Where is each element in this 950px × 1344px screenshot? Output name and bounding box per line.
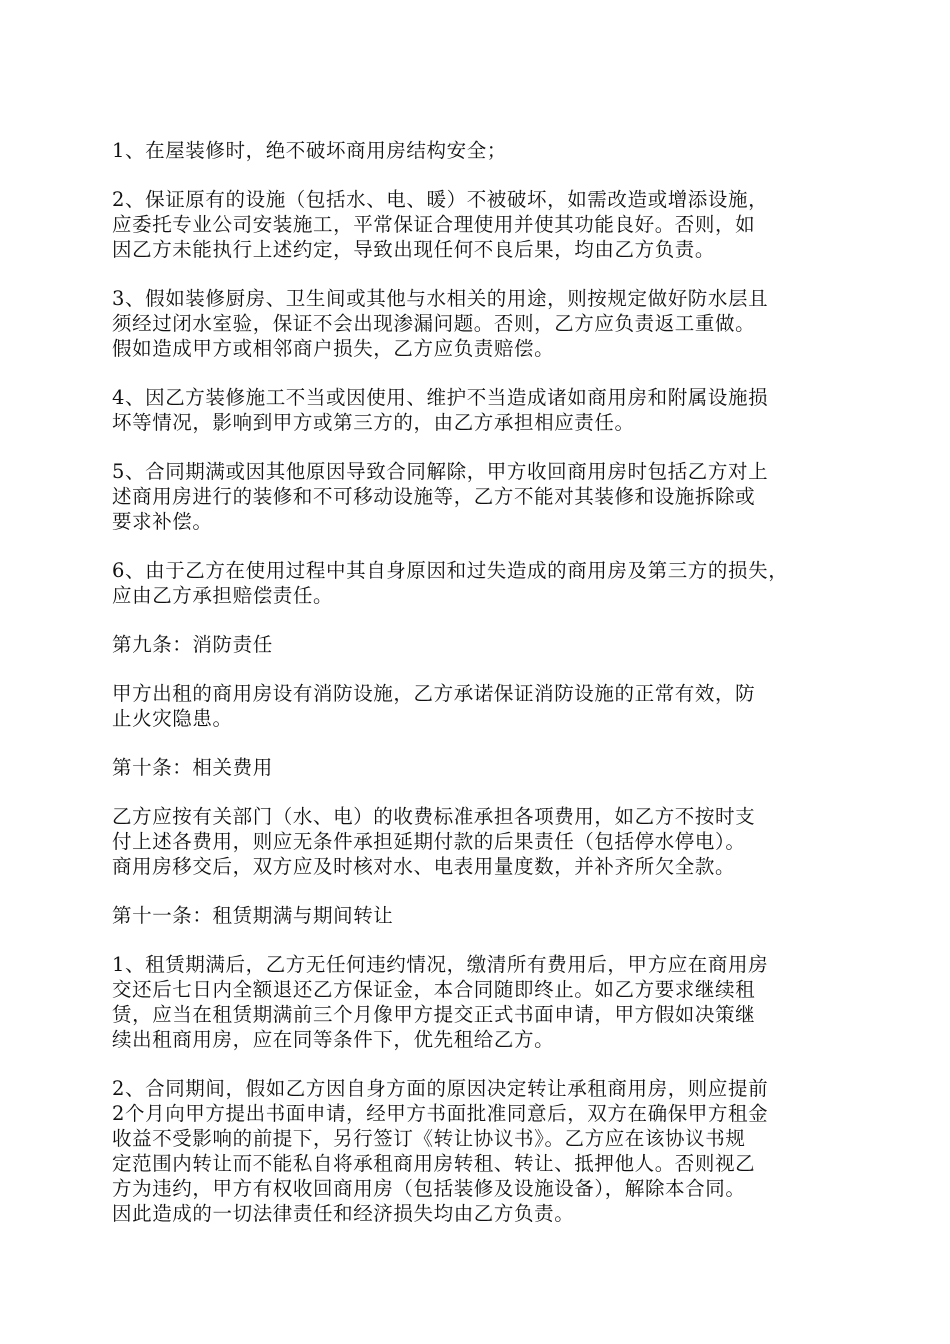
clause-item-1: 1、在屋装修时，绝不破坏商用房结构安全； xyxy=(112,139,507,162)
clause-item-3: 3、假如装修厨房、卫生间或其他与水相关的用途，则按规定做好防水层且 须经过闭水室验，保证不会出现渗漏问题。否则，乙方应负责返工重做。 假如造成甲方或相邻商户损失，乙方应负责赔偿。 xyxy=(112,287,769,360)
clause-item-2: 2、保证原有的设施（包括水、电、暖）不被破坏，如需改造或增添设施， 应委托专业公司安装施工，平常保证合理使用并使其功能良好。否则，如 因乙方未能执行上述约定，导致出现任何不良后果，均由乙方负责。 xyxy=(112,188,769,261)
clause-item-4: 4、因乙方装修施工不当或因使用、维护不当造成诸如商用房和附属设施损 坏等情况，影响到甲方或第三方的，由乙方承担相应责任。 xyxy=(112,386,769,434)
section-heading-fees: 第十条：相关费用 xyxy=(112,756,273,779)
fees-text: 乙方应按有关部门（水、电）的收费标准承担各项费用，如乙方不按时支 付上述各费用，则应无条件承担延期付款的后果责任（包括停水停电）。 商用房移交后，双方应及时核对水、电表用量度数，并补齐所欠全款。 xyxy=(112,805,756,878)
lease-expiry-item-2: 2、合同期间，假如乙方因自身方面的原因决定转让承租商用房，则应提前 2个月向甲方提出书面申请，经甲方书面批准同意后，双方在确保甲方租金 收益不受影响的前提下，另行签订《转让协议书》。乙方应在该协议书规 定范围内转让而不能私自将承租商用房转租、转让、抵押他人。否则视乙 方为违约，甲方有权收回商用房（包括装修及设施设备），解除本合同。 因此造成的一切法律责任和经济损失均由乙方负责。 xyxy=(112,1077,769,1225)
clause-item-6: 6、由于乙方在使用过程中其自身原因和过失造成的商用房及第三方的损失， 应由乙方承担赔偿责任。 xyxy=(112,559,789,607)
clause-item-5: 5、合同期满或因其他原因导致合同解除，甲方收回商用房时包括乙方对上 述商用房进行的装修和不可移动设施等，乙方不能对其装修和设施拆除或 要求补偿。 xyxy=(112,460,769,533)
section-heading-lease-expiry: 第十一条：租赁期满与期间转让 xyxy=(112,904,394,927)
fire-safety-text: 甲方出租的商用房设有消防设施，乙方承诺保证消防设施的正常有效，防 止火灾隐患。 xyxy=(112,682,756,730)
section-heading-fire-safety: 第九条：消防责任 xyxy=(112,633,273,656)
lease-expiry-item-1: 1、租赁期满后，乙方无任何违约情况，缴清所有费用后，甲方应在商用房 交还后七日内全额退还乙方保证金，本合同随即终止。如乙方要求继续租 赁，应当在租赁期满前三个月像甲方提交正式书面申请，甲方假如决策继 续出租商用房，应在同等条件下，优先租给乙方。 xyxy=(112,953,769,1051)
document-body xyxy=(112,138,842,1250)
